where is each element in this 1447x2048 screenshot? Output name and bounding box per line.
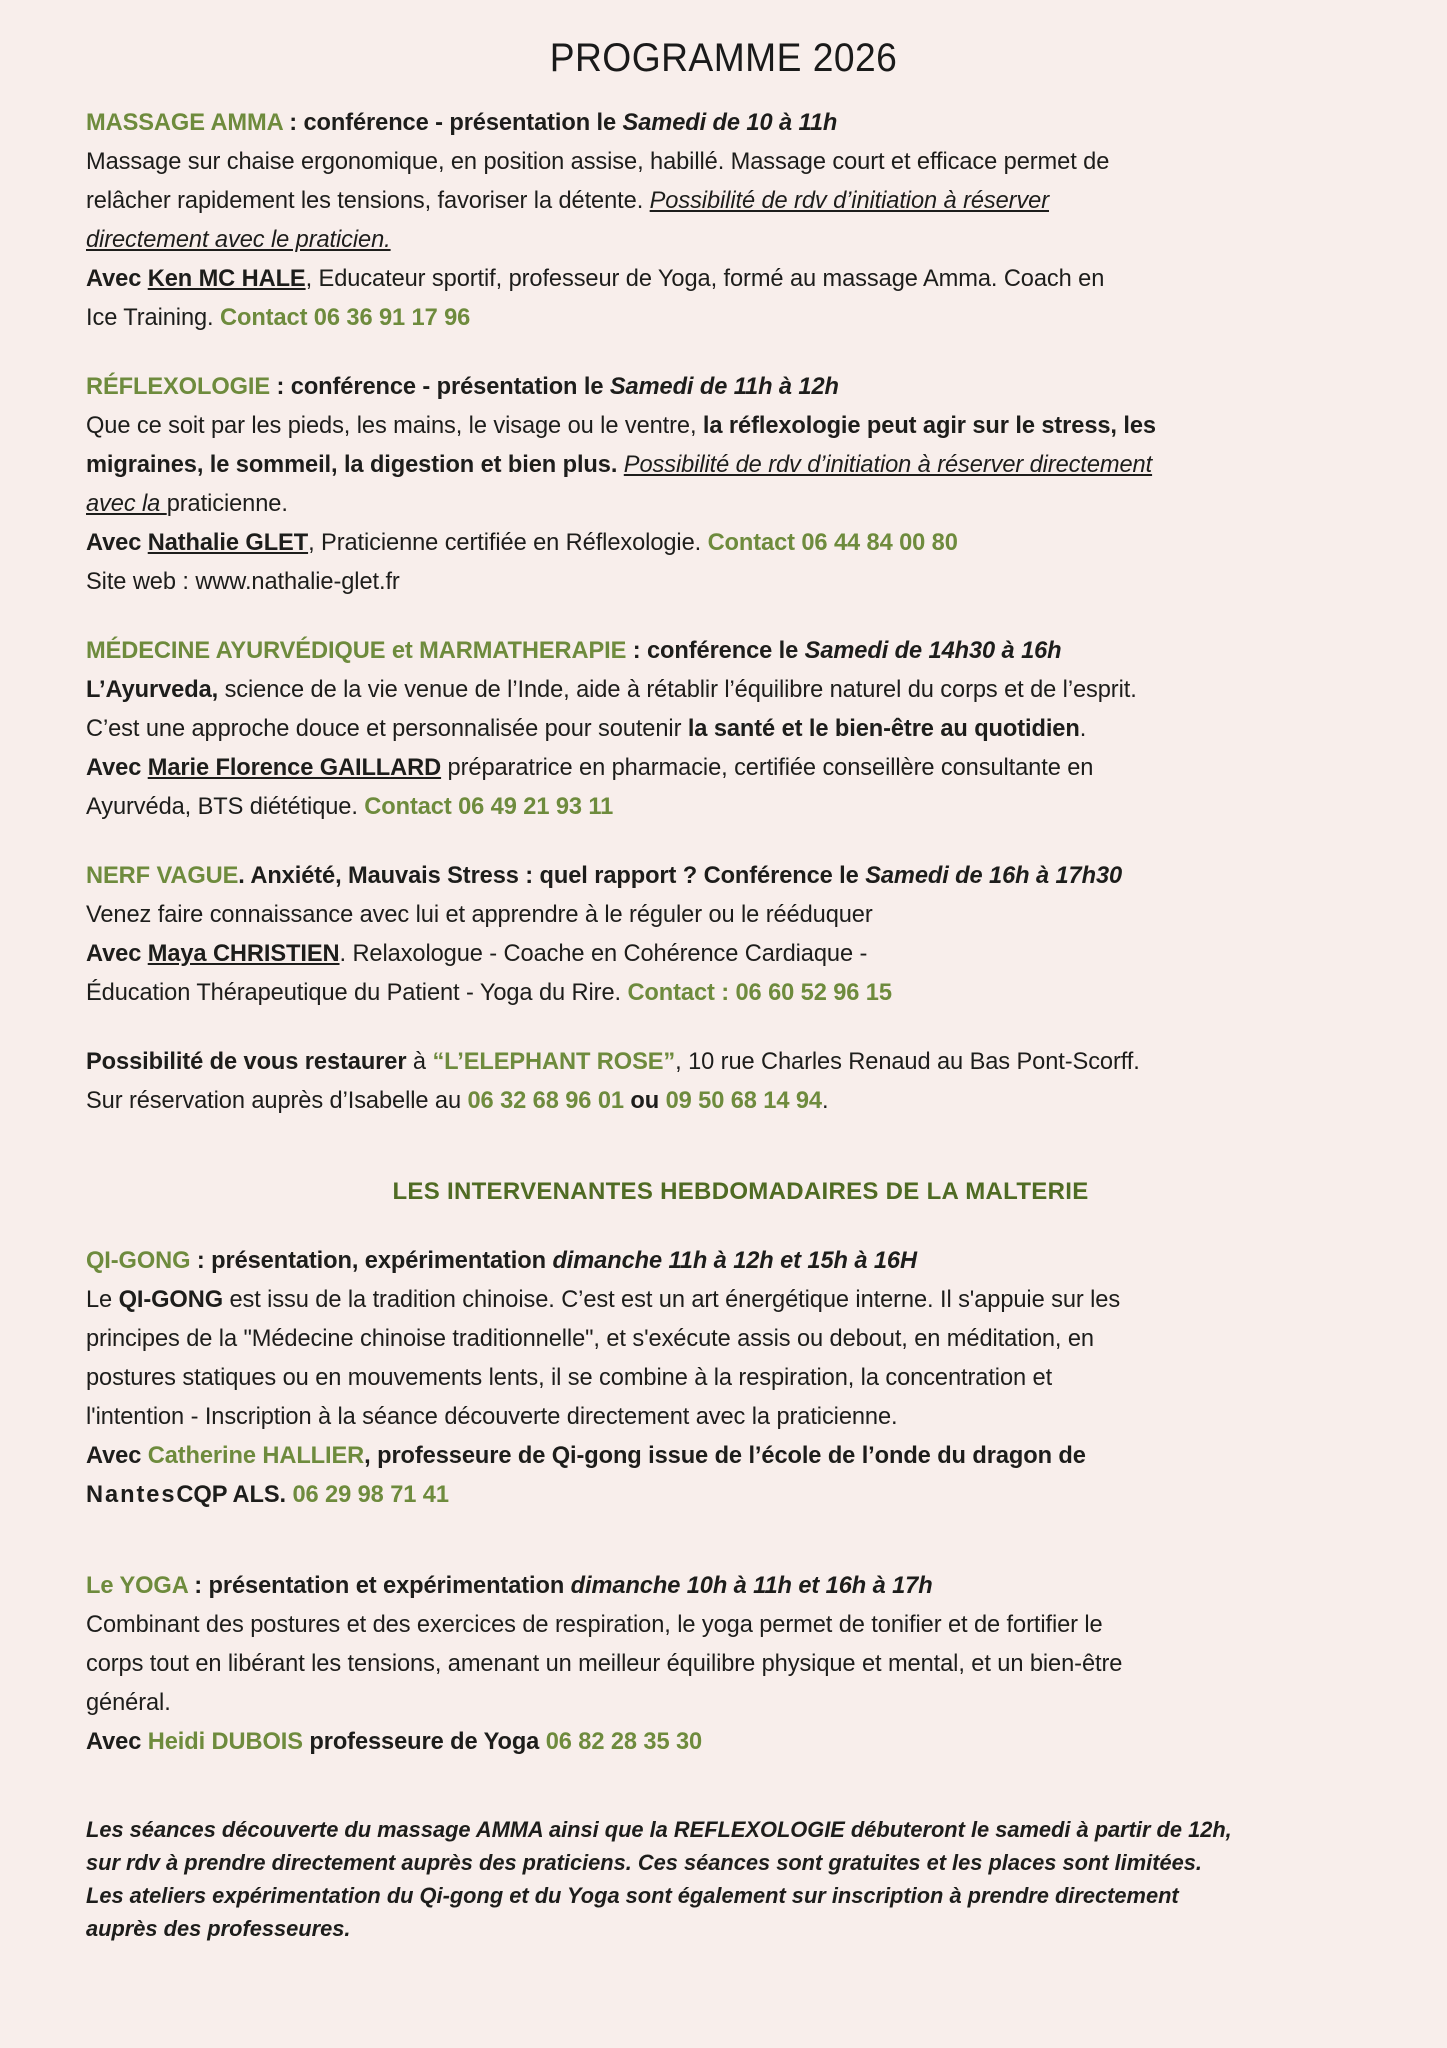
ayurveda-body-2b: la santé et le bien-être au quotidien [687,715,1080,742]
reflexologie-head-time: Samedi de 11h à 12h [609,373,839,400]
section-restaurant [86,1042,1395,1120]
section-title-ayurveda: MÉDECINE AYURVÉDIQUE et MARMATHERAPIE [86,637,627,664]
reflexologie-avec: Avec [86,529,148,556]
reflexologie-body-line-1 [86,406,1349,445]
ayurveda-practitioner-line-1 [86,748,1349,787]
qigong-body-line-2: principes de la "Médecine chinoise traditionnelle", et s'exécute assis ou debout, en méditation, en [86,1325,1094,1352]
footer-line-2: sur rdv à prendre directement auprès des praticiens. Ces séances sont gratuites et les places sont limitées. [86,1850,1202,1875]
nerf-vague-head-time: Samedi de 16h à 17h30 [865,862,1123,889]
massage-amma-practitioner-line-1 [86,259,1349,298]
massage-amma-body-line-2 [86,181,1349,220]
nerf-vague-role-1: . Relaxologue - Coache en Cohérence Cardiaque - [339,940,868,967]
ayurveda-practitioner-line-2 [86,787,1349,826]
qigong-practitioner-line-2 [86,1475,1349,1514]
section-title-reflexologie: RÉFLEXOLOGIE [86,373,271,400]
reflexologie-body-3b: praticienne. [166,490,288,517]
qigong-body-line-3: postures statiques ou en mouvements lents, il se combine à la respiration, la concentration et [86,1364,1053,1391]
section-title-qigong: QI-GONG [86,1247,191,1274]
restaurant-lead: Possibilité de vous restaurer [86,1048,407,1075]
section-heading-ayurveda [86,631,1349,670]
nerf-vague-practitioner-line-1 [86,934,1349,973]
ayurveda-head-mid: : conférence le [626,637,805,664]
weekly-section-heading: LES INTERVENANTES HEBDOMADAIRES DE LA MALTERIE [392,1178,1089,1205]
qigong-person: Catherine HALLIER [147,1442,365,1469]
yoga-head-mid: : présentation et expérimentation [187,1572,571,1599]
reflexologie-body-line-2 [86,445,1349,484]
qigong-role-2a: Nantes [86,1481,177,1508]
section-qigong [86,1241,1395,1514]
qigong-body-1c: est issu de la tradition chinoise. C’est est un art énergétique interne. Il s'appuie sur les [222,1286,1121,1313]
massage-amma-body-line-1: Massage sur chaise ergonomique, en position assise, habillé. Massage court et efficace permet de [86,148,1110,175]
qigong-body-1a: Le [86,1286,119,1313]
qigong-head-time: dimanche 11h à 12h et 15h à 16H [552,1247,917,1274]
section-yoga [86,1566,1395,1761]
qigong-practitioner-line-1 [86,1436,1349,1475]
section-heading-yoga [86,1566,1349,1605]
ayurveda-role-2: Ayurvéda, BTS diététique. [86,793,365,820]
massage-amma-head-time: Samedi de 10 à 11h [622,109,838,136]
nerf-vague-head-mid: . Anxiété, Mauvais Stress : quel rapport ? Conférence le [238,862,866,889]
qigong-body-1b: QI-GONG [118,1286,223,1313]
yoga-contact[interactable]: 06 82 28 35 30 [545,1728,703,1755]
ayurveda-person: Marie Florence GAILLARD [147,754,442,781]
nerf-vague-body-line-1: Venez faire connaissance avec lui et apprendre à le réguler ou le rééduquer [86,901,873,928]
ayurveda-avec: Avec [86,754,148,781]
ayurveda-body-2c: . [1079,715,1087,742]
yoga-practitioner-line [86,1722,1349,1761]
ayurveda-body-line-2 [86,709,1349,748]
reflexologie-body-2a: migraines, le sommeil, la digestion et bien plus. [86,451,624,478]
reflexologie-body-2b: Possibilité de rdv d’initiation à réserver directement [623,451,1153,478]
restaurant-phone-2[interactable]: 09 50 68 14 94 [665,1087,822,1114]
footer-line-3: Les ateliers expérimentation du Qi-gong et du Yoga sont également sur inscription à prendre directement [86,1883,1179,1908]
qigong-contact[interactable]: 06 29 98 71 41 [292,1481,449,1508]
reflexologie-body-1b: la réflexologie peut agir sur le stress, les [702,412,1156,439]
section-ayurveda [86,631,1395,826]
spacer-before-yoga [86,1544,1395,1566]
restaurant-reservation-text: Sur réservation auprès d’Isabelle au [86,1087,468,1114]
qigong-role-2b: CQP ALS. [176,1481,293,1508]
restaurant-mid-1: à [406,1048,433,1075]
yoga-avec: Avec [86,1728,148,1755]
section-title-massage-amma: MASSAGE AMMA [86,109,283,136]
reflexologie-body-1a: Que ce soit par les pieds, les mains, le visage ou le ventre, [86,412,703,439]
reflexologie-body-line-3 [86,484,1349,523]
ayurveda-body-2a: C’est une approche douce et personnalisée pour soutenir [86,715,688,742]
footer-line-1: Les séances découverte du massage AMMA ainsi que la REFLEXOLOGIE débuteront le samedi à partir de 12h, [86,1817,1232,1842]
massage-amma-body-3: directement avec le praticien. [86,226,391,253]
restaurant-mid-2: , 10 rue Charles Renaud au Bas Pont-Scorff. [675,1048,1140,1075]
ayurveda-body-1a: L’Ayurveda, [86,676,219,703]
massage-amma-body-2a: relâcher rapidement les tensions, favoriser la détente. [86,187,650,214]
massage-amma-head-mid: : conférence - présentation le [282,109,623,136]
section-massage-amma [86,103,1395,337]
nerf-vague-practitioner-line-2 [86,973,1349,1012]
section-heading-qigong [86,1241,1349,1280]
section-title-yoga: Le YOGA [86,1572,188,1599]
ayurveda-head-time: Samedi de 14h30 à 16h [804,637,1062,664]
page-title: PROGRAMME 2026 [549,36,898,80]
ayurveda-body-line-1 [86,670,1349,709]
spacer-after-weekly-heading [86,1211,1395,1241]
yoga-body-line-2: corps tout en libérant les tensions, amenant un meilleur équilibre physique et mental, et un bien-être [86,1650,1123,1677]
nerf-vague-contact[interactable]: Contact : 06 60 52 96 15 [627,979,892,1006]
spacer-before-weekly-heading [86,1150,1395,1172]
massage-amma-contact[interactable]: Contact 06 36 91 17 96 [220,304,471,331]
restaurant-ou: ou [623,1087,666,1114]
restaurant-name: “L’ELEPHANT ROSE” [432,1048,676,1075]
ayurveda-role-1: préparatrice en pharmacie, certifiée conseillère consultante en [441,754,1094,781]
restaurant-line-1 [86,1042,1349,1081]
restaurant-phone-1[interactable]: 06 32 68 96 01 [467,1087,624,1114]
program-body [0,103,1447,1945]
massage-amma-role-1: , Educateur sportif, professeur de Yoga, formé au massage Amma. Coach en [305,265,1105,292]
yoga-person: Heidi DUBOIS [147,1728,303,1755]
section-nerf-vague [86,856,1395,1012]
massage-amma-role-2: Ice Training. [86,304,221,331]
massage-amma-body-line-3 [86,220,1349,259]
footer-note [86,1813,1395,1945]
massage-amma-avec: Avec [86,265,148,292]
reflexologie-role: , Praticienne certifiée en Réflexologie. [308,529,708,556]
reflexologie-website[interactable]: Site web : www.nathalie-glet.fr [86,568,400,595]
section-heading-massage-amma [86,103,1349,142]
nerf-vague-person: Maya CHRISTIEN [147,940,340,967]
section-reflexologie [86,367,1395,601]
massage-amma-body-2b: Possibilité de rdv d’initiation à réserver [649,187,1050,214]
qigong-head-mid: : présentation, expérimentation [190,1247,553,1274]
yoga-body-line-1: Combinant des postures et des exercices de respiration, le yoga permet de tonifier et de fortifier le [86,1611,1103,1638]
nerf-vague-role-2: Éducation Thérapeutique du Patient - Yoga du Rire. [86,979,628,1006]
reflexologie-person: Nathalie GLET [147,529,309,556]
ayurveda-body-1b: science de la vie venue de l’Inde, aide à rétablir l’équilibre naturel du corps et de l’esprit. [218,676,1137,703]
yoga-role: professeure de Yoga [302,1728,546,1755]
yoga-body-line-3: général. [86,1689,171,1716]
massage-amma-person: Ken MC HALE [147,265,306,292]
qigong-body-line-4: l'intention - Inscription à la séance découverte directement avec la praticienne. [86,1403,898,1430]
reflexologie-body-3a: avec la [86,490,167,517]
footer-line-4: auprès des professeures. [86,1916,351,1941]
reflexologie-contact[interactable]: Contact 06 44 84 00 80 [707,529,958,556]
qigong-body-line-1 [86,1280,1349,1319]
reflexologie-practitioner-line [86,523,1349,562]
spacer-before-footer [86,1791,1395,1813]
section-heading-reflexologie [86,367,1349,406]
ayurveda-contact[interactable]: Contact 06 49 21 93 11 [364,793,614,820]
massage-amma-practitioner-line-2 [86,298,1349,337]
reflexologie-head-mid: : conférence - présentation le [270,373,610,400]
section-title-nerf-vague: NERF VAGUE [86,862,239,889]
restaurant-line-2 [86,1081,1349,1120]
yoga-head-time: dimanche 10h à 11h et 16h à 17h [570,1572,933,1599]
qigong-role-1: , professeure de Qi-gong issue de l’école de l’onde du dragon de [364,1442,1086,1469]
restaurant-end: . [821,1087,829,1114]
nerf-vague-avec: Avec [86,940,148,967]
section-heading-nerf-vague [86,856,1349,895]
qigong-avec: Avec [86,1442,148,1469]
